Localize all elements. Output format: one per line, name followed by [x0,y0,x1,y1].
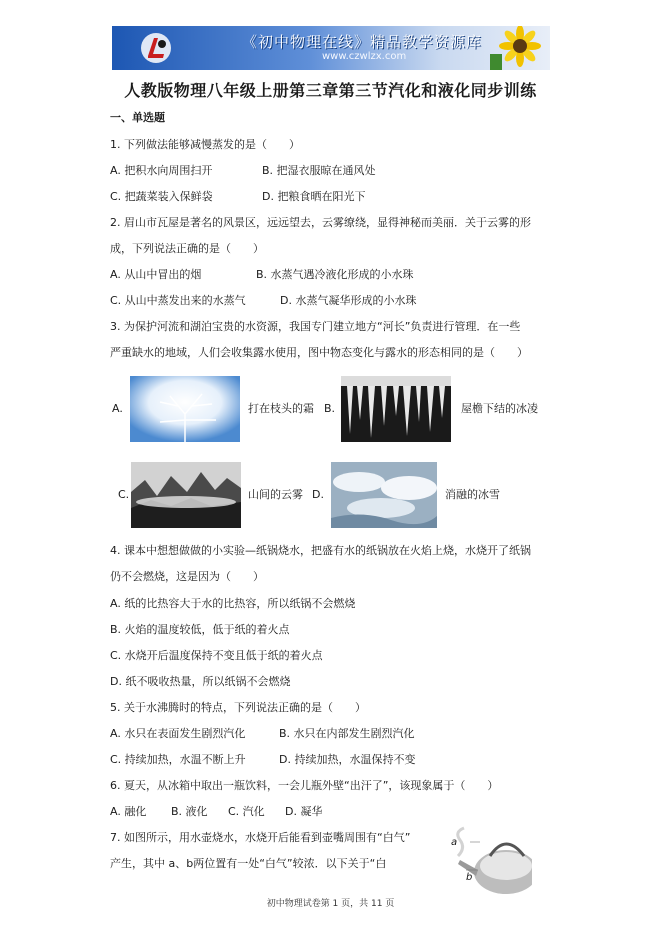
mountain-fog-image [131,462,241,528]
kettle-label-a: a [451,837,458,848]
q1-option-a: A. 把积水向周围扫开 [110,164,213,177]
kettle-figure [446,826,550,896]
q4-option-c: C. 水烧开后温度保持不变且低于纸的着火点 [110,649,323,662]
q6-option-a: A. 融化 [110,805,147,818]
q4-option-b: B. 火焰的温度较低，低于纸的着火点 [110,623,290,636]
banner-title: 《初中物理在线》精品教学资源库 [242,33,483,51]
q2-option-b: B. 水蒸气遇冷液化形成的小水珠 [256,268,414,281]
q2-option-d: D. 水蒸气凝华形成的小水珠 [280,294,417,307]
frost-branches-image [130,376,240,442]
page-footer: 初中物理试卷第 1 页，共 11 页 [266,899,395,909]
q3-option-c-letter: C. [118,488,130,501]
q1-option-c: C. 把蔬菜装入保鲜袋 [110,190,213,203]
q6-option-b: B. 液化 [171,805,208,818]
section-heading: 一、单选题 [110,111,165,124]
kettle-label-b: b [466,872,473,883]
q1-option-b: B. 把湿衣服晾在通风处 [262,164,376,177]
q5-stem: 5. 关于水沸腾时的特点，下列说法正确的是（ ） [110,701,366,714]
q6-option-d: D. 凝华 [285,805,323,818]
q6-stem: 6. 夏天，从冰箱中取出一瓶饮料，一会儿瓶外壁“出汗了”，该现象属于（ ） [110,779,499,792]
q3-option-a-caption: 打在枝头的霜 [248,402,314,415]
logo-icon [140,32,172,64]
q5-option-c: C. 持续加热，水温不断上升 [110,753,246,766]
q3-option-d-caption: 消融的冰雪 [445,488,500,501]
q7-stem-line1: 7. 如图所示，用水壶烧水，水烧开后能看到壶嘴周围有“白气” [110,831,411,844]
melting-snow-image [331,462,437,528]
q3-option-d-letter: D. [312,488,324,501]
q7-stem-line2: 产生，其中 a、b两位置有一处“白气”较浓．以下关于“白 [110,857,387,870]
q3-stem-line1: 3. 为保护河流和湖泊宝贵的水资源，我国专门建立地方“河长”负责进行管理．在一些 [110,320,521,333]
q1-stem: 1. 下列做法能够减慢蒸发的是（ ） [110,138,300,151]
q4-stem-line2: 仍不会燃烧，这是因为（ ） [110,570,264,583]
q5-option-b: B. 水只在内部发生剧烈汽化 [279,727,415,740]
q2-stem-line1: 2. 眉山市瓦屋是著名的风景区，远远望去，云雾缭绕，显得神秘而美丽．关于云雾的形 [110,216,531,229]
banner-url: www.czwlzx.com [322,51,407,62]
document-title: 人教版物理八年级上册第三章第三节汽化和液化同步训练 [124,81,537,100]
q3-option-b-caption: 屋檐下结的冰凌 [461,402,538,415]
q4-option-a: A. 纸的比热容大于水的比热容，所以纸锅不会燃烧 [110,597,356,610]
sunflower-icon [486,26,546,70]
q2-option-a: A. 从山中冒出的烟 [110,268,202,281]
icicles-image [341,376,451,442]
q2-option-c: C. 从山中蒸发出来的水蒸气 [110,294,246,307]
q5-option-a: A. 水只在表面发生剧烈汽化 [110,727,246,740]
q6-option-c: C. 汽化 [228,805,265,818]
q5-option-d: D. 持续加热，水温保持不变 [279,753,416,766]
q3-option-c-caption: 山间的云雾 [248,488,303,501]
q3-stem-line2: 严重缺水的地域，人们会收集露水使用，图中物态变化与露水的形态相同的是（ ） [110,346,528,359]
q4-stem-line1: 4. 课本中想想做做的小实验—纸锅烧水，把盛有水的纸锅放在火焰上烧，水烧开了纸锅 [110,544,531,557]
q4-option-d: D. 纸不吸收热量，所以纸锅不会燃烧 [110,675,291,688]
q3-option-a-letter: A. [112,402,123,415]
q1-option-d: D. 把粮食晒在阳光下 [262,190,366,203]
header-banner [112,26,550,70]
q3-option-b-letter: B. [324,402,336,415]
q2-stem-line2: 成，下列说法正确的是（ ） [110,242,264,255]
